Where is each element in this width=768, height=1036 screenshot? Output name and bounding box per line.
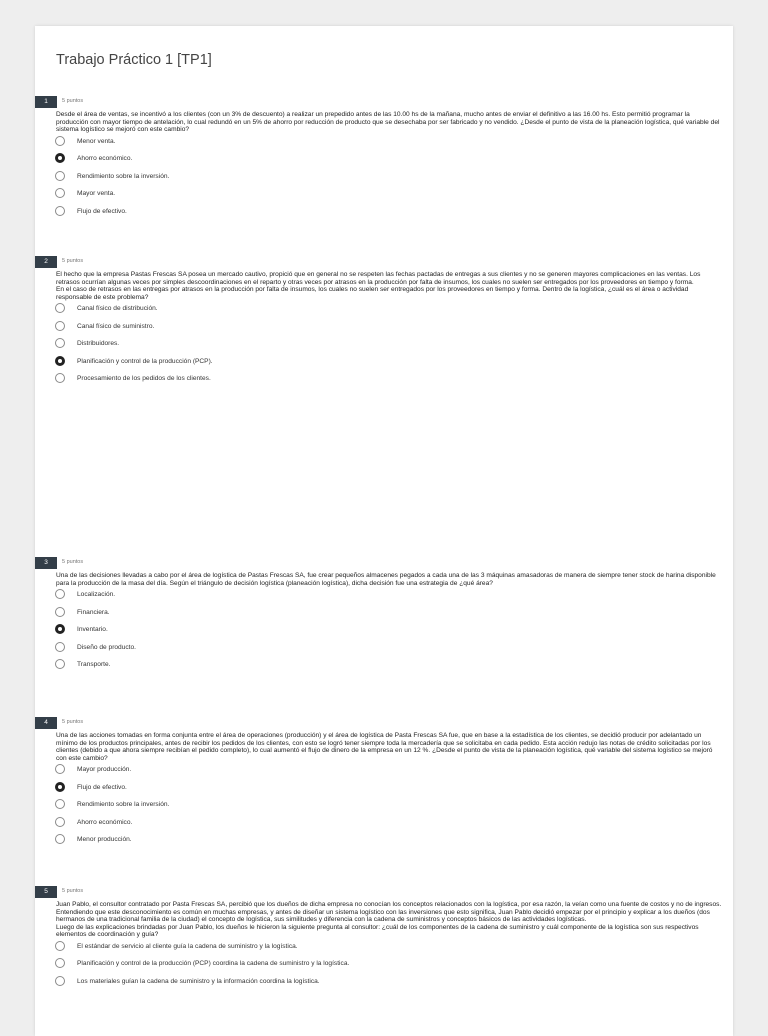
question-number-badge: 4 (35, 717, 57, 729)
radio-button[interactable] (55, 136, 65, 146)
option-label: Rendimiento sobre la inversión. (77, 172, 170, 180)
question-number-badge: 1 (35, 96, 57, 108)
question-text: Juan Pablo, el consultor contratado por Pasta Frescas SA, percibió que los dueños de dicha empresa no conocían los conceptos relacionados con la logística, por esa razón, la veían como una fuente de costos y no de ingresos. Entendiendo que este desconocimiento es común en muchas empresas, y antes de diseñar un sistema logístico con las inversiones que esto significa, Juan Pablo decidió empezar por el principio y explicar a los dueños (dos hermanos de una tradicional familia de la ciudad) el concepto de logística, sus similitudes y diferencia con la cadena de suministros y conceptos básicos de las actividades logísticas. Luego de las explicaciones brindadas por Juan Pablo, los dueños le hicieron la siguiente pregunta al consultor: ¿cuál de los componentes de la cadena de suministro y cuál componente de la logística son sus respectivos elementos de coordinación y guía? (56, 901, 722, 939)
option-label: Ahorro económico. (77, 818, 133, 826)
answer-option[interactable] (55, 978, 733, 996)
radio-button[interactable] (55, 171, 65, 181)
answer-option[interactable] (55, 801, 733, 819)
option-label: Transporte. (77, 661, 111, 669)
option-label: El estándar de servicio al cliente guía la cadena de suministro y la logística. (77, 942, 298, 950)
radio-button[interactable] (55, 659, 65, 669)
answer-option[interactable] (55, 155, 733, 173)
option-label: Procesamiento de los pedidos de los clientes. (77, 375, 211, 383)
radio-button[interactable] (55, 188, 65, 198)
option-label: Inventario. (77, 626, 108, 634)
answer-options (55, 305, 733, 393)
radio-button[interactable] (55, 338, 65, 348)
answer-option[interactable] (55, 340, 733, 358)
question-number-badge: 3 (35, 557, 57, 569)
radio-button[interactable] (55, 321, 65, 331)
question-5 (35, 886, 733, 995)
radio-button[interactable] (55, 941, 65, 951)
option-label: Diseño de producto. (77, 643, 137, 651)
question-points: 5 puntos (62, 719, 84, 725)
question-points: 5 puntos (62, 258, 84, 264)
radio-button[interactable] (55, 642, 65, 652)
page-title: Trabajo Práctico 1 [TP1] (56, 52, 212, 68)
option-label: Canal físico de distribución. (77, 305, 158, 313)
radio-button-selected[interactable] (55, 624, 65, 634)
answer-option[interactable] (55, 644, 733, 662)
answer-option[interactable] (55, 943, 733, 961)
answer-option[interactable] (55, 375, 733, 393)
answer-options (55, 591, 733, 679)
option-label: Planificación y control de la producción (PCP). (77, 357, 213, 365)
answer-options (55, 766, 733, 854)
option-label: Localización. (77, 591, 116, 599)
option-label: Menor producción. (77, 836, 132, 844)
question-1 (35, 96, 733, 225)
radio-button[interactable] (55, 206, 65, 216)
option-label: Ahorro económico. (77, 155, 133, 163)
radio-button[interactable] (55, 607, 65, 617)
question-3 (35, 557, 733, 679)
answer-option[interactable] (55, 173, 733, 191)
answer-option[interactable] (55, 960, 733, 978)
answer-options (55, 138, 733, 226)
option-label: Mayor venta. (77, 190, 116, 198)
option-label: Planificación y control de la producción (PCP) coordina la cadena de suministro y la logística. (77, 960, 350, 968)
question-text: Una de las decisiones llevadas a cabo por el área de logística de Pastas Frescas SA, fue crear pequeños almacenes pegados a cada una de las 3 máquinas amasadoras de manera de siempre tener stock de harina disponible para la producción de la masa del día. Según el triángulo de decisión logística (planeación logística), dicha decisión fue una estrategia de ¿qué área? (56, 572, 716, 587)
question-points: 5 puntos (62, 98, 84, 104)
answer-option[interactable] (55, 836, 733, 854)
option-label: Canal físico de suministro. (77, 322, 155, 330)
answer-option[interactable] (55, 609, 733, 627)
radio-button[interactable] (55, 834, 65, 844)
answer-option[interactable] (55, 305, 733, 323)
radio-button[interactable] (55, 817, 65, 827)
question-4 (35, 717, 733, 854)
radio-button[interactable] (55, 976, 65, 986)
question-text: Una de las acciones tomadas en forma conjunta entre el área de operaciones (producción) y el área de logística de Pasta Frescas SA fue, que en base a la estadística de los clientes, se decidió producir por adelantado un mínimo de los productos principales, antes de recibir los pedidos de los clientes, con esto se logró tener siempre toda la mercadería que se solicitaba en cada pedido. Esta acción redujo las notas de crédito solicitadas por los clientes (debido a que ahora siempre recibían el pedido completo), lo cual aumentó el flujo de dinero de la empresa en un 12 %. ¿Desde el punto de vista de la planeación logística, qué variable del sistema logístico se mejoró con este cambio? (56, 732, 713, 762)
option-label: Financiera. (77, 608, 110, 616)
radio-button[interactable] (55, 958, 65, 968)
question-text: El hecho que la empresa Pastas Frescas SA posea un mercado cautivo, propició que en general no se respeten las fechas pactadas de entregas a sus clientes y no se generen mayores complicaciones en las ventas. Los retrasos ocurrían algunas veces por simples descoordinaciones en el reparto y otras veces por atrasos en la producción por falta de insumos, los cuales no suelen ser entregados por los proveedores en tiempo y forma. En el caso de retrasos en las entregas por atrasos en la producción por falta de insumos, los cuales no suelen ser entregados por los proveedores en tiempo y forma. Dentro de la logística, ¿cuál es el área o actividad responsable de este problema? (56, 271, 701, 301)
question-number-badge: 2 (35, 256, 57, 268)
answer-option[interactable] (55, 323, 733, 341)
question-2 (35, 256, 733, 393)
radio-button-selected[interactable] (55, 356, 65, 366)
answer-option[interactable] (55, 358, 733, 376)
question-points: 5 puntos (62, 888, 84, 894)
radio-button-selected[interactable] (55, 153, 65, 163)
answer-option[interactable] (55, 766, 733, 784)
radio-button[interactable] (55, 373, 65, 383)
option-label: Rendimiento sobre la inversión. (77, 801, 170, 809)
option-label: Mayor producción. (77, 766, 132, 774)
option-label: Flujo de efectivo. (77, 783, 127, 791)
option-label: Flujo de efectivo. (77, 207, 127, 215)
answer-option[interactable] (55, 661, 733, 679)
answer-option[interactable] (55, 819, 733, 837)
answer-option[interactable] (55, 626, 733, 644)
radio-button[interactable] (55, 799, 65, 809)
question-number-badge: 5 (35, 886, 57, 898)
answer-option[interactable] (55, 190, 733, 208)
radio-button[interactable] (55, 303, 65, 313)
question-points: 5 puntos (62, 559, 84, 565)
answer-option[interactable] (55, 138, 733, 156)
answer-option[interactable] (55, 784, 733, 802)
answer-options (55, 943, 733, 996)
radio-button[interactable] (55, 589, 65, 599)
option-label: Los materiales guían la cadena de suministro y la información coordina la logística. (77, 977, 320, 985)
quiz-page (35, 26, 733, 1036)
answer-option[interactable] (55, 208, 733, 226)
question-text: Desde el área de ventas, se incentivó a los clientes (con un 3% de descuento) a realizar un prepedido antes de las 10.00 hs de la mañana, mucho antes de enviar el definitivo a las 16.00 hs. Esto permitió programar la producción con mayor tiempo de antelación, lo cual redundó en un 5% de ahorro por reducción de producto que se desechaba por ser fabricado y no vendido. ¿Desde el punto de vista de la planeación logística, qué variable del sistema logístico se mejoró con este cambio? (56, 111, 720, 134)
option-label: Distribuidores. (77, 340, 120, 348)
option-label: Menor venta. (77, 137, 116, 145)
radio-button[interactable] (55, 764, 65, 774)
radio-button-selected[interactable] (55, 782, 65, 792)
answer-option[interactable] (55, 591, 733, 609)
